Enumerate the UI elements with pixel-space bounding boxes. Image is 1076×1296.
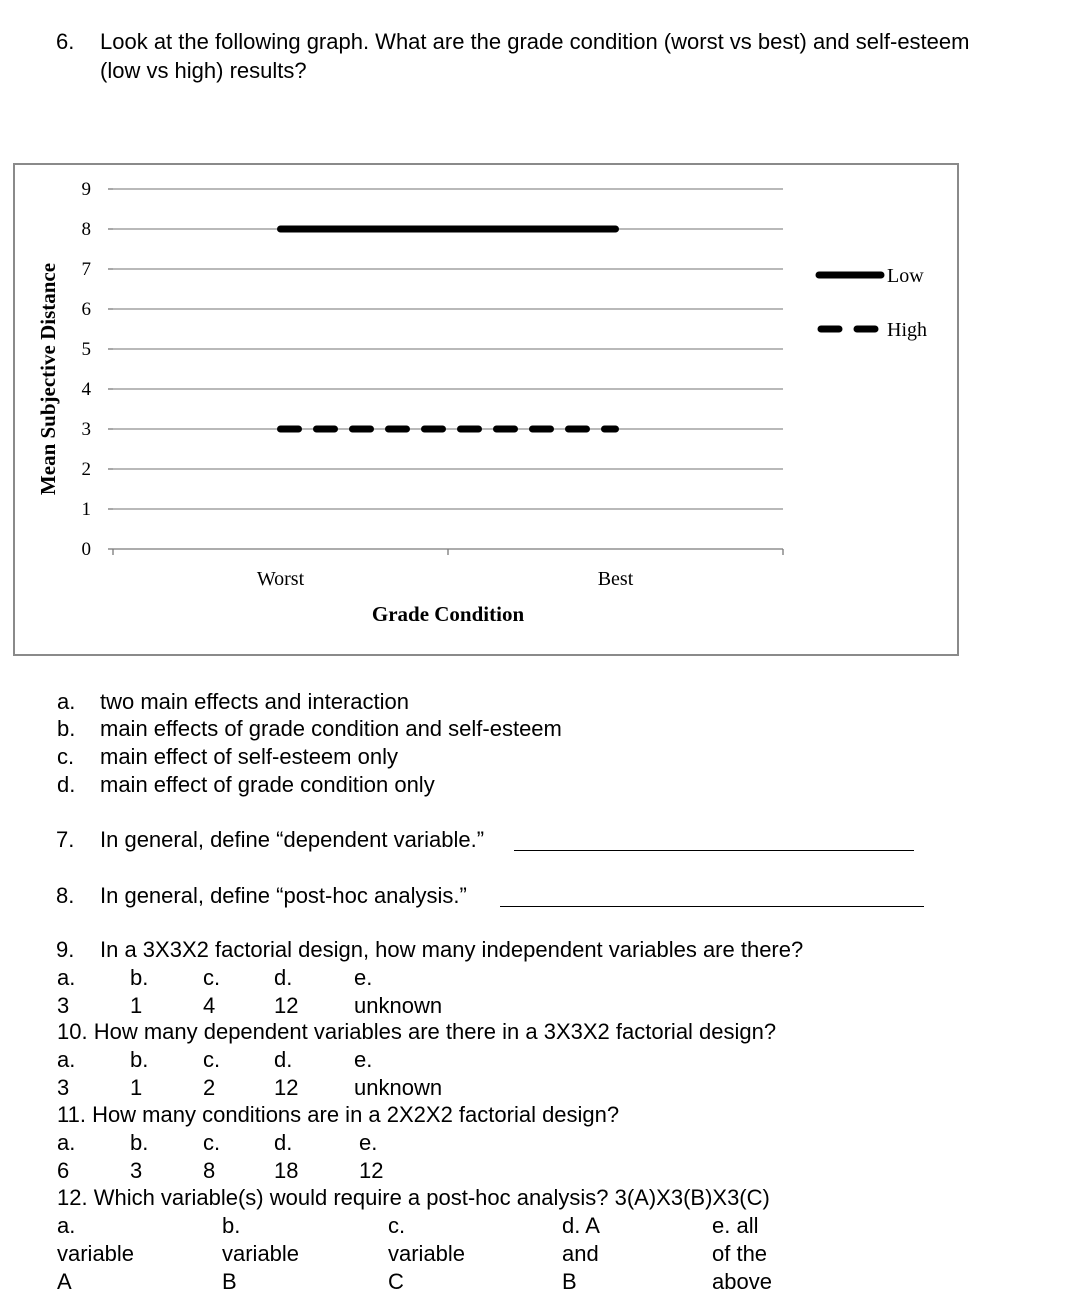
question-8-number: 8. xyxy=(56,883,75,908)
choice-e: e. all of the above xyxy=(712,1213,772,1294)
y-tick-label: 6 xyxy=(81,299,91,320)
x-axis-title: Grade Condition xyxy=(371,602,525,626)
option-b-text: main effects of grade condition and self-esteem xyxy=(100,716,562,741)
y-tick-label: 1 xyxy=(81,499,91,520)
choice-d: d. 12 xyxy=(274,1047,299,1100)
choice-e: e. unknown xyxy=(354,965,443,1018)
question-9-text: In a 3X3X2 factorial design, how many independent variables are there? xyxy=(100,937,804,962)
option-c-letter: c. xyxy=(57,744,75,769)
question-7-number: 7. xyxy=(56,827,75,852)
question-6-number: 6. xyxy=(56,29,75,54)
y-tick-label: 7 xyxy=(81,259,91,280)
choice-e: e. unknown xyxy=(354,1047,443,1100)
choice-c: c. 8 xyxy=(203,1130,221,1183)
line-chart xyxy=(15,165,957,654)
y-tick-label: 4 xyxy=(81,379,91,400)
option-d-text: main effect of grade condition only xyxy=(100,772,435,797)
answer-line-8[interactable] xyxy=(500,906,924,907)
legend-label-low: Low xyxy=(887,265,924,287)
option-a-text: two main effects and interaction xyxy=(100,689,409,714)
x-tick-label: Best xyxy=(597,568,634,590)
question-12-text: 12. Which variable(s) would require a post-hoc analysis? 3(A)X3(B)X3(C) xyxy=(57,1185,770,1210)
question-11-text: 11. How many conditions are in a 2X2X2 factorial design? xyxy=(57,1102,620,1127)
choice-d: d. A and B xyxy=(562,1213,599,1294)
chart-frame xyxy=(13,163,959,656)
choice-e: e. 12 xyxy=(359,1130,384,1183)
choice-a: a. 3 xyxy=(57,965,76,1018)
question-6-line-1: Look at the following graph. What are the grade condition (worst vs best) and self-esteem xyxy=(100,29,970,54)
option-d-letter: d. xyxy=(57,772,76,797)
y-tick-label: 2 xyxy=(81,459,91,480)
option-c-text: main effect of self-esteem only xyxy=(100,744,398,769)
question-8-text: In general, define “post-hoc analysis.” xyxy=(100,883,467,908)
y-axis-title: Mean Subjective Distance xyxy=(36,262,60,496)
choice-b: b. 1 xyxy=(130,965,149,1018)
y-tick-label: 5 xyxy=(81,339,91,360)
choice-a: a. 3 xyxy=(57,1047,76,1100)
y-tick-label: 9 xyxy=(81,179,91,200)
y-tick-label: 0 xyxy=(81,539,91,560)
choice-d: d. 18 xyxy=(274,1130,299,1183)
option-a-letter: a. xyxy=(57,689,76,714)
choice-b: b. 3 xyxy=(130,1130,149,1183)
choice-c: c. 4 xyxy=(203,965,221,1018)
choice-b: b. variable B xyxy=(222,1213,300,1294)
x-tick-label: Worst xyxy=(256,568,305,590)
question-7-text: In general, define “dependent variable.” xyxy=(100,827,485,852)
choice-d: d. 12 xyxy=(274,965,299,1018)
question-9-number: 9. xyxy=(56,937,75,962)
option-b-letter: b. xyxy=(57,716,76,741)
legend-label-high: High xyxy=(887,319,927,341)
y-tick-label: 8 xyxy=(81,219,91,240)
choice-c: c. 2 xyxy=(203,1047,221,1100)
question-10-text: 10. How many dependent variables are there in a 3X3X2 factorial design? xyxy=(57,1019,777,1044)
choice-a: a. 6 xyxy=(57,1130,76,1183)
y-tick-label: 3 xyxy=(81,419,91,440)
answer-line-7[interactable] xyxy=(514,850,914,851)
choice-b: b. 1 xyxy=(130,1047,149,1100)
question-6-line-2: (low vs high) results? xyxy=(100,58,307,83)
choice-c: c. variable C xyxy=(388,1213,466,1294)
choice-a: a. variable A xyxy=(57,1213,135,1294)
